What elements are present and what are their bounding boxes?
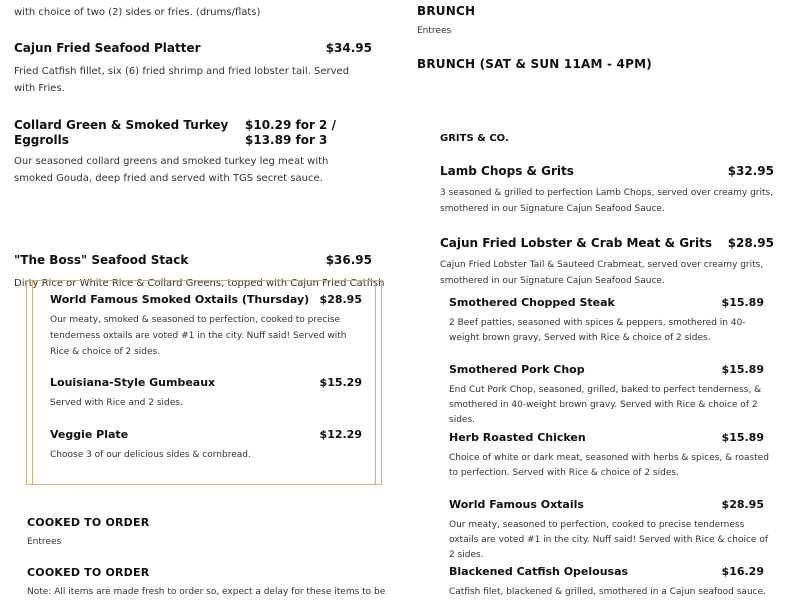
item-description: Our meaty, seasoned to perfection, cooked to precise tenderness oxtails are voted #1 in the city. Nuff said! Served with Rice & choice of 2 sides. (449, 520, 768, 560)
item-description: Choice of white or dark meat, seasoned with herbs & spices, & roasted to perfection. Served with Rice & choice of 2 sides. (449, 453, 769, 478)
menu-item-name: "The Boss" Seafood Stack (14, 253, 189, 267)
menu-item-price: $10.29 for 2 / $13.89 for 3 (245, 118, 336, 147)
menu-item-price: $15.29 (319, 376, 362, 389)
menu-item-name: Veggie Plate (50, 428, 129, 441)
section-title: COOKED TO ORDER (27, 566, 150, 579)
menu-item-name: Louisiana-Style Gumbeaux (50, 376, 216, 389)
menu-item-name: World Famous Oxtails (449, 498, 584, 511)
menu-item-price: $28.95 (727, 236, 774, 250)
subsection-title: GRITS & CO. (440, 133, 509, 144)
menu-item-price: $34.95 (325, 41, 372, 55)
menu-item-name: Herb Roasted Chicken (449, 431, 586, 444)
menu-item-name: World Famous Smoked Oxtails (Thursday) (50, 293, 310, 306)
menu-item-price: $28.95 (319, 293, 362, 306)
section-subtitle: Entrees (27, 537, 62, 547)
menu-item-price: $16.29 (721, 565, 764, 578)
item-description: 2 Beef patties, seasoned with spices & peppers, smothered in 40-weight brown gravy, Served with Rice & choice of 2 sides. (449, 318, 746, 343)
item-description: Served with Rice and 2 sides. (50, 398, 183, 408)
menu-item-name: Cajun Fried Lobster & Crab Meat & Grits (440, 236, 712, 250)
menu-item-price: $15.89 (721, 431, 764, 444)
section-subtitle: Entrees (417, 26, 452, 36)
menu-item-price: $36.95 (325, 253, 372, 267)
menu-item-name: Smothered Pork Chop (449, 363, 585, 376)
item-description: with choice of two (2) sides or fries. (drums/flats) (14, 7, 261, 18)
menu-item-price: $15.89 (721, 296, 764, 309)
menu-item-name: Cajun Fried Seafood Platter (14, 41, 201, 55)
item-description: Dirty Rice or White Rice & Collard Greens, topped with Cajun Fried Catfish (14, 278, 385, 289)
note-text: Note: All items are made fresh to order so, expect a delay for these items to be (27, 587, 386, 597)
entrees-pane[interactable] (400, 296, 800, 600)
section-title: BRUNCH (SAT & SUN 11AM - 4PM) (417, 57, 652, 71)
item-description: Our seasoned collard greens and smoked turkey leg meat with smoked Gouda, deep fried and served with TGS secret sauce. (14, 156, 329, 184)
menu-item-price: $12.29 (319, 428, 362, 441)
menu-item-name: Collard Green & Smoked Turkey Eggrolls (14, 118, 229, 147)
section-title: COOKED TO ORDER (27, 516, 150, 529)
item-description: Catfish filet, blackened & grilled, smothered in a Cajun seafood sauce. (449, 587, 766, 597)
item-description: End Cut Pork Chop, seasoned, grilled, baked to perfect tenderness, & smothered in 40-weight brown gravy. Served with Rice & choice of 2 sides. (449, 385, 762, 425)
item-description: 3 seasoned & grilled to perfection Lamb Chops, served over creamy grits, smothered in our Signature Cajun Seafood Sauce. (440, 188, 774, 214)
item-description: Fried Catfish fillet, six (6) fried shrimp and fried lobster tail. Served with Fries. (14, 66, 350, 94)
menu-item-price: $15.89 (721, 363, 764, 376)
item-description: Cajun Fried Lobster Tail & Sauteed Crabmeat, served over creamy grits, smothered in our Signature Cajun Seafood Sauce. (440, 260, 764, 286)
menu-item-price: $28.95 (721, 498, 764, 511)
menu-item-name: Lamb Chops & Grits (440, 164, 574, 178)
item-description: Choose 3 of our delicious sides & cornbread. (50, 450, 251, 460)
menu-item-name: Blackened Catfish Opelousas (449, 565, 629, 578)
item-description: Our meaty, smoked & seasoned to perfection, cooked to precise tenderness oxtails are voted #1 in the city. Nuff said! Served with Rice & choice of 2 sides. (50, 315, 347, 357)
menu-item-price: $32.95 (727, 164, 774, 178)
section-title: BRUNCH (417, 4, 476, 18)
menu-item-name: Smothered Chopped Steak (449, 296, 615, 309)
framed-menu-pane[interactable] (0, 293, 400, 500)
